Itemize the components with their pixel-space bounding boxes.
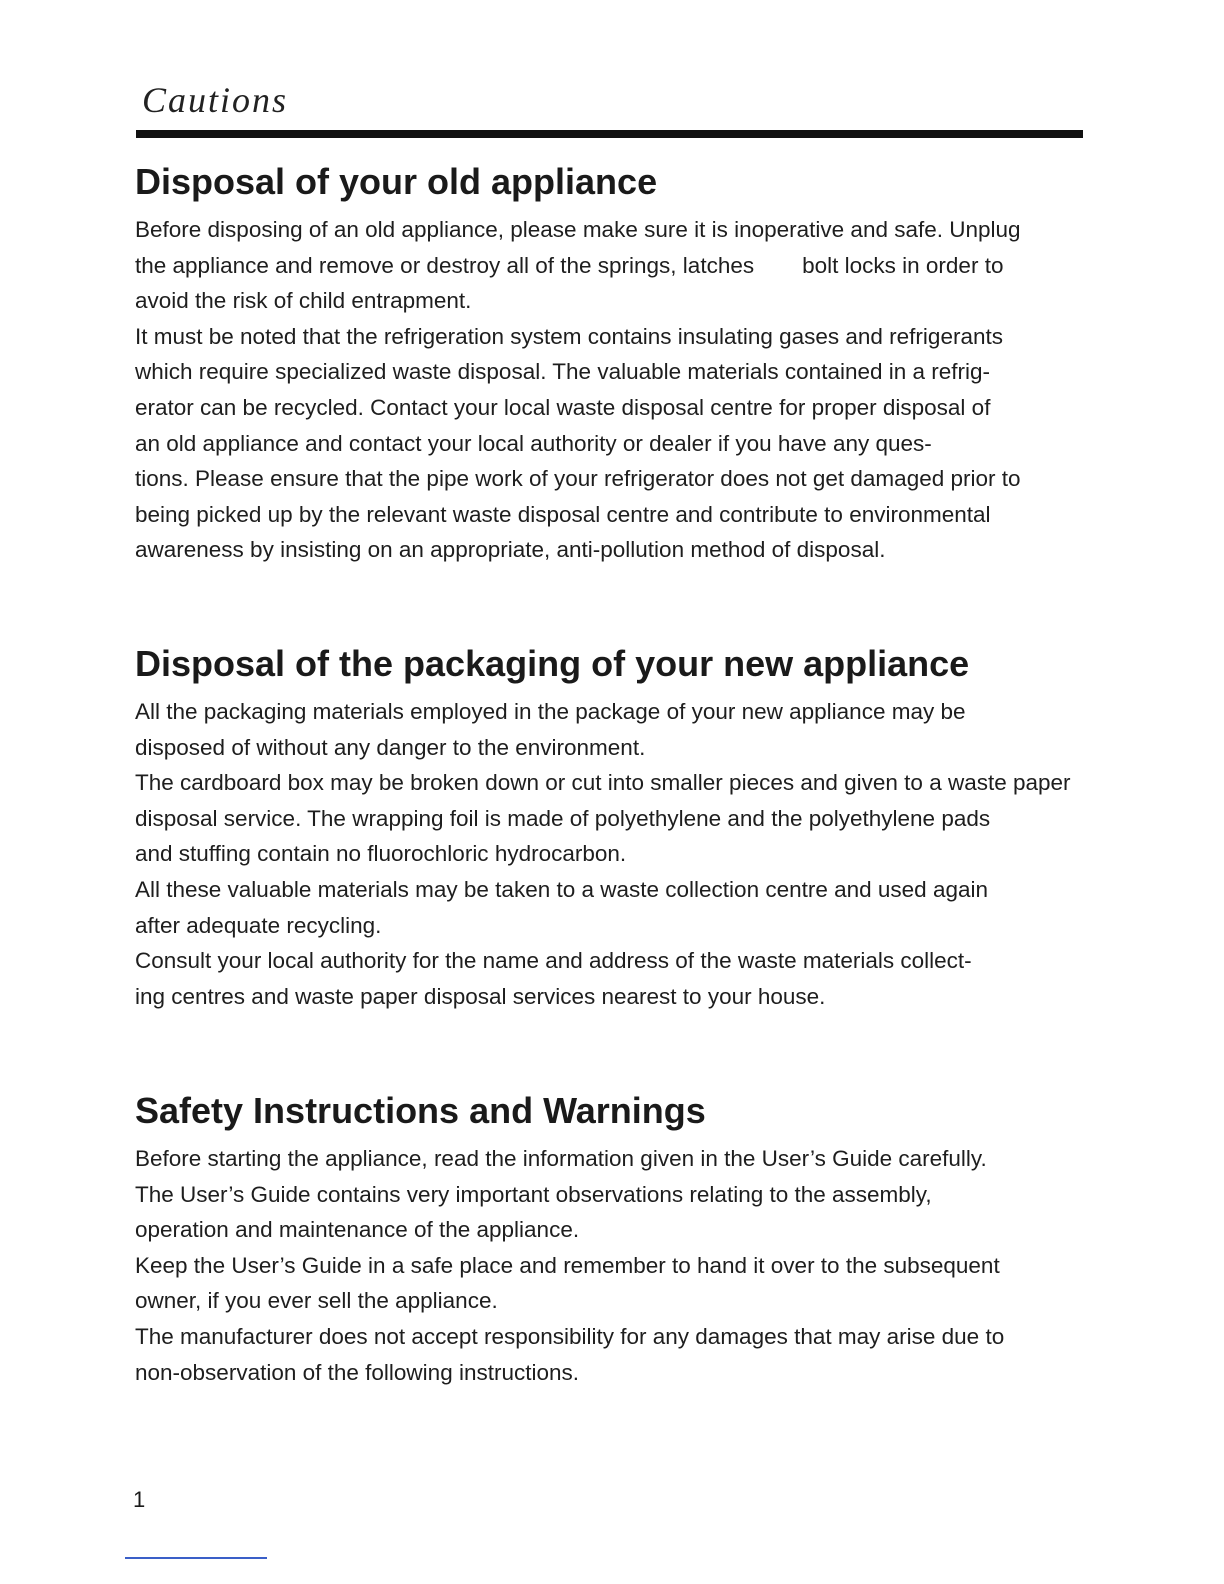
section-body — [135, 1141, 1145, 1390]
section-body — [135, 694, 1145, 1014]
body-line — [135, 248, 1145, 284]
body-line-part: bolt locks in order to — [802, 252, 1004, 278]
body-line: tions. Please ensure that the pipe work of your refrigerator does not get damaged prior to — [135, 466, 1021, 492]
body-line: avoid the risk of child entrapment. — [135, 288, 472, 314]
footer-divider — [125, 1557, 267, 1559]
body-line: awareness by insisting on an appropriate, anti-pollution method of disposal. — [135, 537, 886, 563]
body-line: non-observation of the following instructions. — [135, 1359, 580, 1385]
body-line: being picked up by the relevant waste disposal centre and contribute to environmental — [135, 501, 991, 527]
body-line: after adequate recycling. — [135, 912, 382, 938]
section-packaging-disposal — [135, 642, 1145, 1014]
page-number: 1 — [133, 1487, 146, 1512]
body-line: Before starting the appliance, read the information given in the User’s Guide carefully. — [135, 1146, 987, 1171]
body-line: All these valuable materials may be taken to a waste collection centre and used again — [135, 876, 989, 902]
body-line: Consult your local authority for the name and address of the waste materials collect- — [135, 948, 972, 974]
body-line: The manufacturer does not accept responsibility for any damages that may arise due to — [135, 1323, 1005, 1349]
body-line: The cardboard box may be broken down or cut into smaller pieces and given to a waste paper — [135, 770, 1071, 796]
body-line: Before disposing of an old appliance, please make sure it is inoperative and safe. Unplug — [135, 217, 1021, 242]
section-heading: Disposal of your old appliance — [135, 161, 658, 202]
body-line: It must be noted that the refrigeration system contains insulating gases and refrigerants — [135, 323, 1003, 349]
section-heading: Safety Instructions and Warnings — [135, 1090, 706, 1131]
body-line: disposed of without any danger to the environment. — [135, 734, 646, 760]
header-rule — [136, 130, 1083, 138]
body-line-part: the appliance and remove or destroy all of the springs, latches — [135, 252, 755, 278]
body-line: erator can be recycled. Contact your local waste disposal centre for proper disposal of — [135, 394, 991, 420]
body-line: All the packaging materials employed in the package of your new appliance may be — [135, 699, 966, 724]
page-header-title: Cautions — [142, 80, 289, 120]
section-safety-instructions — [135, 1089, 1145, 1390]
section-body — [135, 212, 1145, 568]
body-line: operation and maintenance of the appliance. — [135, 1217, 580, 1243]
body-line: and stuffing contain no fluorochloric hydrocarbon. — [135, 841, 627, 867]
body-line: owner, if you ever sell the appliance. — [135, 1288, 498, 1314]
body-line: disposal service. The wrapping foil is made of polyethylene and the polyethylene pads — [135, 805, 991, 831]
body-line: which require specialized waste disposal. The valuable materials contained in a refrig- — [135, 359, 991, 385]
body-line: Keep the User’s Guide in a safe place and remember to hand it over to the subsequent — [135, 1252, 1000, 1278]
body-line: ing centres and waste paper disposal services nearest to your house. — [135, 983, 826, 1009]
section-old-appliance-disposal — [135, 160, 1145, 568]
body-line: an old appliance and contact your local authority or dealer if you have any ques- — [135, 430, 932, 456]
body-line: The User’s Guide contains very important observations relating to the assembly, — [135, 1181, 932, 1207]
section-heading: Disposal of the packaging of your new appliance — [135, 643, 970, 684]
